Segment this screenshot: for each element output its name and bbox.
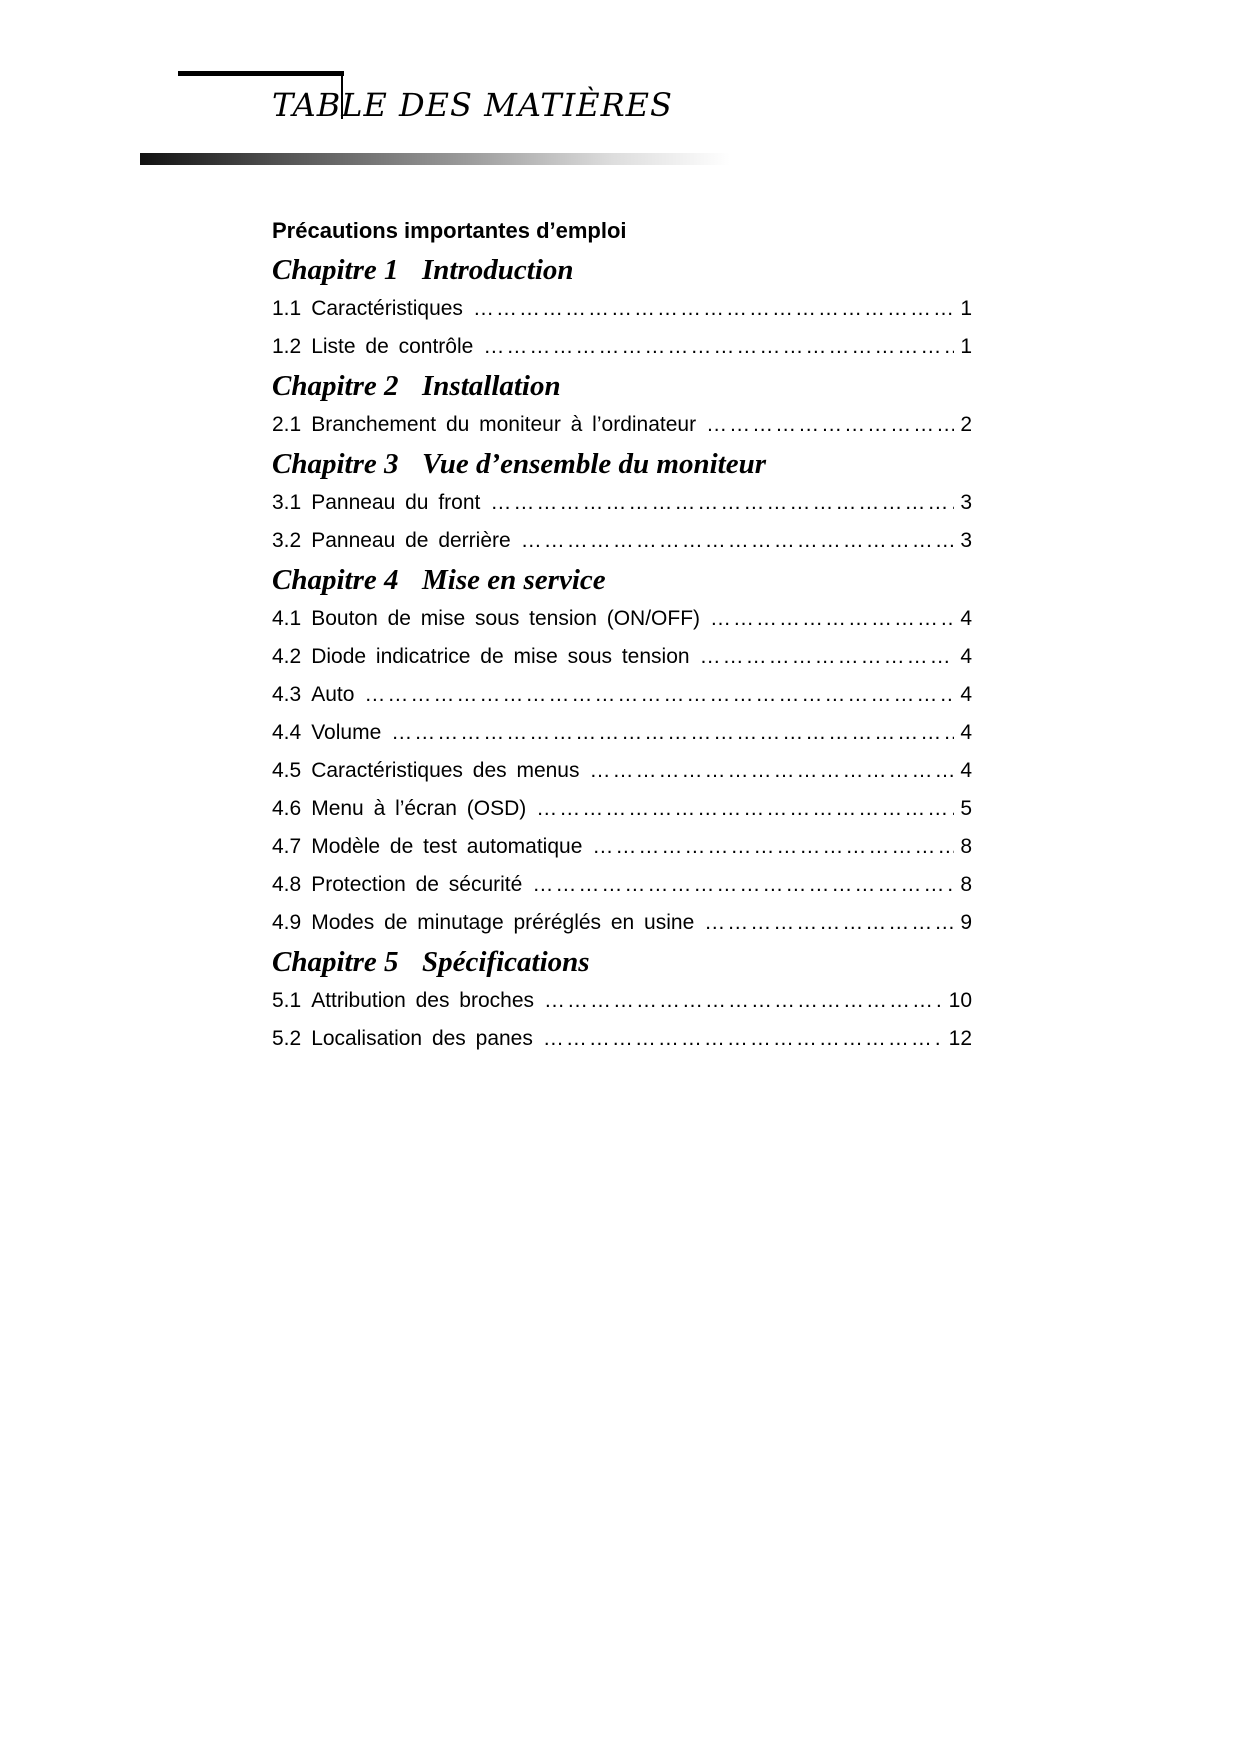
entry-title: Bouton de mise sous tension (ON/OFF) — [311, 607, 701, 630]
entry-page-number: 8 — [960, 835, 972, 858]
entry-page-number: 10 — [948, 989, 972, 1012]
entry-title: Localisation des panes — [311, 1027, 533, 1050]
entry-page-number: 8 — [960, 873, 972, 896]
toc-entry[interactable] — [272, 676, 972, 714]
toc-entry[interactable] — [272, 714, 972, 752]
toc-entry[interactable] — [272, 790, 972, 828]
table-of-contents — [272, 212, 972, 1058]
entry-number: 3.2 — [272, 529, 302, 552]
entry-page-number: 4 — [960, 721, 972, 744]
chapter-heading — [272, 942, 972, 982]
dot-leader — [704, 904, 954, 942]
entry-page-number: 5 — [960, 797, 972, 820]
entry-number: 4.7 — [272, 835, 302, 858]
entry-title: Branchement du moniteur à l’ordinateur — [311, 413, 697, 436]
entry-number: 1.1 — [272, 297, 302, 320]
dot-leader — [490, 484, 954, 522]
entry-number: 4.4 — [272, 721, 302, 744]
dot-leader — [364, 676, 954, 714]
entry-page-number: 4 — [960, 645, 972, 668]
entry-number: 4.8 — [272, 873, 302, 896]
chapter-title: Mise en service — [422, 564, 606, 596]
toc-entry[interactable] — [272, 406, 972, 444]
page-title: TABLE DES MATIÈRES — [272, 86, 673, 124]
entry-number: 3.1 — [272, 491, 302, 514]
dot-leader — [521, 522, 955, 560]
entry-page-number: 4 — [960, 607, 972, 630]
dot-leader — [710, 600, 954, 638]
toc-entry[interactable] — [272, 522, 972, 560]
entry-title: Diode indicatrice de mise sous tension — [311, 645, 690, 668]
dot-leader — [391, 714, 954, 752]
dot-leader — [700, 638, 955, 676]
dot-leader — [592, 828, 954, 866]
toc-entry[interactable] — [272, 638, 972, 676]
entry-title: Panneau de derrière — [311, 529, 511, 552]
entry-page-number: 1 — [960, 297, 972, 320]
toc-entry[interactable] — [272, 328, 972, 366]
entry-title: Liste de contrôle — [311, 335, 474, 358]
toc-entry[interactable] — [272, 600, 972, 638]
toc-entry[interactable] — [272, 866, 972, 904]
chapter-number: Chapitre 3 — [272, 448, 399, 480]
toc-entry[interactable] — [272, 484, 972, 522]
toc-precautions: Précautions importantes d’emploi — [272, 218, 627, 243]
entry-title: Panneau du front — [311, 491, 481, 514]
entry-title: Auto — [311, 683, 355, 706]
chapter-number: Chapitre 2 — [272, 370, 399, 402]
entry-title: Modèle de test automatique — [311, 835, 583, 858]
entry-number: 1.2 — [272, 335, 302, 358]
entry-title: Protection de sécurité — [311, 873, 523, 896]
entry-number: 2.1 — [272, 413, 302, 436]
header-top-rule — [178, 71, 344, 76]
entry-page-number: 1 — [960, 335, 972, 358]
toc-entry[interactable] — [272, 752, 972, 790]
dot-leader — [706, 406, 954, 444]
dot-leader — [544, 982, 943, 1020]
chapter-title: Introduction — [422, 254, 574, 286]
entry-title: Caractéristiques des menus — [311, 759, 580, 782]
chapter-title: Installation — [422, 370, 561, 402]
chapter-title: Spécifications — [422, 946, 590, 978]
entry-title: Attribution des broches — [311, 989, 534, 1012]
dot-leader — [590, 752, 955, 790]
entry-page-number: 4 — [960, 759, 972, 782]
chapter-heading — [272, 444, 972, 484]
chapter-number: Chapitre 5 — [272, 946, 399, 978]
entry-number: 4.1 — [272, 607, 302, 630]
header-gradient-bar — [140, 153, 730, 165]
dot-leader — [543, 1020, 943, 1058]
entry-number: 5.1 — [272, 989, 302, 1012]
entry-page-number: 3 — [960, 491, 972, 514]
dot-leader — [536, 790, 954, 828]
chapter-heading — [272, 366, 972, 406]
entry-page-number: 3 — [960, 529, 972, 552]
toc-entry[interactable] — [272, 982, 972, 1020]
entry-page-number: 2 — [960, 413, 972, 436]
entry-number: 4.9 — [272, 911, 302, 934]
chapter-number: Chapitre 4 — [272, 564, 399, 596]
entry-number: 4.2 — [272, 645, 302, 668]
dot-leader — [483, 328, 954, 366]
dot-leader — [473, 290, 954, 328]
entry-title: Menu à l’écran (OSD) — [311, 797, 527, 820]
toc-entry[interactable] — [272, 828, 972, 866]
entry-page-number: 12 — [948, 1027, 972, 1050]
toc-entry[interactable] — [272, 290, 972, 328]
chapter-title: Vue d’ensemble du moniteur — [422, 448, 767, 480]
entry-page-number: 9 — [960, 911, 972, 934]
chapter-number: Chapitre 1 — [272, 254, 399, 286]
toc-entry[interactable] — [272, 1020, 972, 1058]
entry-title: Volume — [311, 721, 382, 744]
chapter-heading — [272, 560, 972, 600]
entry-title: Caractéristiques — [311, 297, 463, 320]
entry-title: Modes de minutage préréglés en usine — [311, 911, 695, 934]
chapter-heading — [272, 250, 972, 290]
entry-number: 4.3 — [272, 683, 302, 706]
entry-number: 4.5 — [272, 759, 302, 782]
dot-leader — [532, 866, 954, 904]
entry-number: 4.6 — [272, 797, 302, 820]
toc-entry[interactable] — [272, 904, 972, 942]
entry-number: 5.2 — [272, 1027, 302, 1050]
entry-page-number: 4 — [960, 683, 972, 706]
